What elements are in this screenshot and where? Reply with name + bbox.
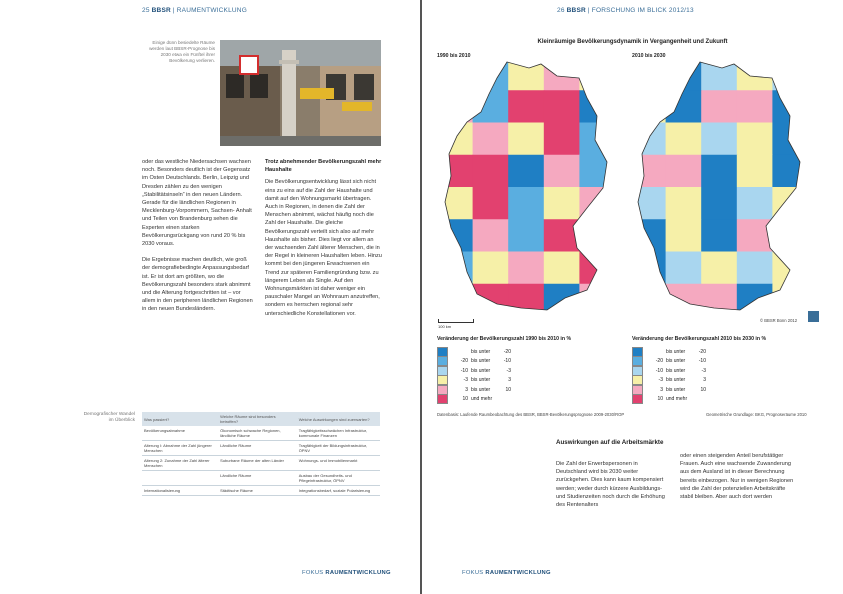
table-cell: Wohnungs- und Immobilienmarkt [297, 456, 380, 471]
table-header-row [142, 412, 380, 426]
bbsr-logo-icon [808, 311, 819, 322]
legend-low: -3 [463, 377, 468, 384]
page-number: 26 [557, 7, 565, 14]
legend-row [632, 385, 706, 395]
table-cell [142, 471, 218, 486]
table-row [142, 441, 380, 456]
paragraph: Die Ergebnisse machen deutlich, wie groß der demografiebedingte Anpassungsbedarf ist. Er ist dort am größten, wo die Bevölkerungszahl besonders stark abnimmt und die Alterung fortgeschritten ist – vor allem in den peripheren ländlichen Regionen in den neuen Bundesländern. [142, 257, 253, 313]
table-header-cell: Was passiert? [142, 412, 218, 426]
map-region [772, 123, 808, 156]
page-footer-left [302, 570, 391, 576]
map-region [579, 58, 615, 91]
table-cell: Städtische Räume [218, 486, 297, 496]
legend-swatch [632, 356, 643, 366]
map-region [630, 252, 666, 285]
map-region [508, 219, 544, 252]
map-region [701, 252, 737, 285]
legend-row [437, 395, 511, 405]
legend-1990-2010 [437, 347, 511, 404]
map-region [772, 284, 808, 316]
table-header-cell: Welche Auswirkungen sind zuerwarten? [297, 412, 380, 426]
map-region [666, 90, 702, 123]
legend-row [437, 366, 511, 376]
legend-swatch [632, 347, 643, 357]
right-text-column-1: Die Zahl der Erwerbspersonen in Deutschland wird bis 2030 weiter zurückgehen. Dies kann kaum kompensiert werden; weder durch kürzere Ausbildungs- und Studienzeiten noch durch die Erhöhung des Rentenalters [556, 461, 665, 509]
brand: BBSR [566, 7, 586, 14]
map-region [630, 187, 666, 220]
table-cell: Ländliche Räume [218, 471, 297, 486]
legend-high: 10 [700, 386, 706, 393]
subheading: Trotz abnehmender Bevölkerungszahl mehr Haushalte [265, 159, 382, 174]
map-region [473, 90, 509, 123]
map-region [508, 155, 544, 188]
legend-mid: bis unter [666, 367, 686, 374]
map-region [508, 284, 544, 316]
map-region [473, 284, 509, 316]
map-region [772, 219, 808, 252]
page-header-left: 25 BBSR | RAUMENTWICKLUNG [142, 7, 247, 14]
map-region [579, 187, 615, 220]
legend-low: 3 [465, 386, 468, 393]
map-region [630, 284, 666, 316]
map-region [437, 123, 473, 156]
map-region [508, 123, 544, 156]
legend1-title: Veränderung der Bevölkerungszahl 1990 bis 2010 in % [437, 336, 572, 342]
table-cell: Ökonomisch schwache Regionen, ländliche Räume [218, 426, 297, 441]
map-region [701, 187, 737, 220]
legend-high: -10 [698, 358, 706, 365]
legend-swatch [632, 385, 643, 395]
legend-swatch [437, 375, 448, 385]
map-region [473, 155, 509, 188]
footer-prefix: FOKUS [302, 570, 324, 576]
photo-caption: Einige dünn besiedelte Räume werden laut BBSR-Prognose bis 2030 etwa ein Fünftel ihrer Bevölkerung verlieren. [149, 40, 215, 63]
legend-high: -20 [503, 348, 511, 355]
table-cell: Suburbane Räume der alten Länder [218, 456, 297, 471]
legend-row [632, 366, 706, 376]
map-region [737, 155, 773, 188]
table-cell: Integrationsbedarf, soziale Polarisierung [297, 486, 380, 496]
map-region [737, 123, 773, 156]
paragraph: Die Bevölkerungsentwicklung lässt sich nicht eins zu eins auf die Zahl der Haushalte und damit auf den Wohnungsmarkt übertragen. Auch in Regionen, in denen die Zahl der Menschen abnimmt, wächst häufig noch die Zahl der Haushalte. Die gleiche Bevölkerungszahl verteilt sich also auf mehr Haushalte als bisher. Dies liegt vor allem an der wachsenden Zahl älterer Menschen, die in der Regel in kleineren Haushalten leben. Hinzu kommt bei den jüngeren Erwachsenen ein Trend zur späteren Familiengründung bzw. zu längerem Leben als Single. Auf den Wohnungsmärkten ist daher weniger ein pauschaler Mangel an Wohnraum anzutreffen, sondern es herrschen regional sehr unterschiedliche Konstellationen vor. [265, 179, 382, 317]
legend-swatch [632, 394, 643, 404]
table-cell: Tragfähigkeitsschwächen Infrastruktur, kommunale Finanzen [297, 426, 380, 441]
map-region [630, 90, 666, 123]
table-caption: Demografischer Wandel im Überblick [83, 412, 135, 423]
map-region [544, 90, 580, 123]
table-row [142, 471, 380, 486]
legend-mid: bis unter [666, 386, 686, 393]
map-region [772, 58, 808, 91]
legend-high: 3 [703, 377, 706, 384]
legend-row [437, 347, 511, 357]
legend-high: -3 [701, 367, 706, 374]
table-cell: Alterung I: Abnahme der Zahl jüngerer Menschen [142, 441, 218, 456]
map-region [544, 187, 580, 220]
legend-2010-2030 [632, 347, 706, 404]
map-region [579, 284, 615, 316]
page-number: 25 [142, 7, 150, 14]
legend-swatch [437, 366, 448, 376]
map-region [666, 58, 702, 91]
legend-high: -20 [698, 348, 706, 355]
map-title: Kleinräumige Bevölkerungsdynamik in Vergangenheit und Zukunft [537, 39, 728, 45]
map-region [630, 155, 666, 188]
map1-label: 1990 bis 2010 [437, 53, 471, 59]
paragraph: oder das westliche Niedersachsen wachsen noch. Besonders deutlich ist der Gegensatz im Osten Deutschlands. Berlin, Leipzig und Dresden zählen zu den wenigen „Stabilitätsinseln“ in den neuen Ländern. Gerade für die ländlichen Regionen in Mecklenburg-Vorpommern, Sachsen- Anhalt und Teilen von Brandenburg sehen die Experten einen starken Bevölkerungsrückgang von rund 20 % bis 2030 voraus. [142, 159, 252, 248]
left-text-column-1 [142, 158, 254, 322]
legend-row [437, 385, 511, 395]
map-region [473, 123, 509, 156]
table-row [142, 486, 380, 496]
map-region [544, 123, 580, 156]
legend-high: -3 [506, 367, 511, 374]
map-region [666, 252, 702, 285]
map-region [666, 187, 702, 220]
legend-high: 10 [505, 386, 511, 393]
map-scale-label: 100 km [438, 324, 452, 329]
legend-low: -3 [658, 377, 663, 384]
map-region [544, 58, 580, 91]
left-page [0, 0, 420, 594]
footer-prefix: FOKUS [462, 570, 484, 576]
map-region [772, 187, 808, 220]
germany-map-1990-2010 [437, 58, 615, 316]
street-sign-photo [220, 40, 381, 146]
germany-map-2010-2030 [630, 58, 808, 316]
geo-note: Geometrische Grundlage: BKG, Prognoseräume 2010 [706, 412, 807, 417]
legend-row [632, 357, 706, 367]
map2-label: 2010 bis 2030 [632, 53, 666, 59]
legend-mid: bis unter [471, 358, 491, 365]
legend-mid: bis unter [471, 386, 491, 393]
legend-row [632, 347, 706, 357]
legend-swatch [437, 347, 448, 357]
map-region [737, 187, 773, 220]
table-cell: Ländliche Räume [218, 441, 297, 456]
legend-row [437, 357, 511, 367]
legend-mid: bis unter [471, 348, 491, 355]
map-region [508, 187, 544, 220]
map-region [473, 58, 509, 91]
legend-mid: bis unter [666, 358, 686, 365]
page-footer-right [462, 570, 551, 576]
legend-low: -20 [655, 358, 663, 365]
legend-mid: bis unter [471, 367, 491, 374]
map-region [630, 58, 666, 91]
article-heading: Auswirkungen auf die Arbeitsmärkte [556, 439, 664, 446]
map-region [544, 155, 580, 188]
legend-mid: bis unter [666, 348, 686, 355]
map-region [508, 252, 544, 285]
source-note: Datenbasis: Laufende Raumbeobachtung des BBSR, BBSR-Bevölkerungsprognose 2009-2030/ROP [437, 412, 625, 417]
map-region [473, 187, 509, 220]
map-region [437, 284, 473, 316]
legend-low: 10 [657, 396, 663, 403]
map-region [666, 219, 702, 252]
map-region [579, 123, 615, 156]
map-region [701, 219, 737, 252]
legend2-title: Veränderung der Bevölkerungszahl 2010 bis 2030 in % [632, 336, 767, 342]
legend-swatch [437, 356, 448, 366]
table-cell: Ausbau der Gesundheits- und Pflegeinfrastruktur, ÖPNV [297, 471, 380, 486]
map-region [701, 123, 737, 156]
legend-swatch [632, 366, 643, 376]
section-title: RAUMENTWICKLUNG [176, 7, 247, 14]
legend-low: 10 [462, 396, 468, 403]
map-region [701, 155, 737, 188]
map-region [579, 155, 615, 188]
table-header-cell: Welche Räume sind besonders betroffen? [218, 412, 297, 426]
legend-swatch [632, 375, 643, 385]
page-header-right: 26 BBSR | FORSCHUNG IM BLICK 2012/13 [557, 7, 694, 14]
map-region [666, 284, 702, 316]
map-region [544, 252, 580, 285]
map-region [437, 90, 473, 123]
map-region [437, 58, 473, 91]
legend-low: -10 [460, 367, 468, 374]
legend-row [632, 376, 706, 386]
legend-mid: bis unter [666, 377, 686, 384]
map-region [473, 252, 509, 285]
legend-row [632, 395, 706, 405]
map-region [666, 123, 702, 156]
map-region [737, 90, 773, 123]
right-text-column-2: oder einen steigenden Anteil berufstätiger Frauen. Auch eine wachsende Zuwanderung aus dem Ausland ist in dieser Berechnung bereits einbezogen. Nur in wenigen Regionen wird die Zahl der potenziellen Arbeitskräfte stabil bleiben. Aber auch dort werden [680, 453, 794, 501]
table-cell: Alterung 2: Zunahme der Zahl älterer Menschen [142, 456, 218, 471]
map-region [737, 252, 773, 285]
legend-row [437, 376, 511, 386]
map-region [666, 155, 702, 188]
legend-high: -10 [503, 358, 511, 365]
table-cell: Internationalisierung [142, 486, 218, 496]
map-scale [438, 319, 474, 329]
table-row [142, 426, 380, 441]
map-region [772, 155, 808, 188]
map-region [630, 123, 666, 156]
overview-table [142, 412, 380, 496]
footer-word: RAUMENTWICKLUNG [485, 570, 551, 576]
footer-word: RAUMENTWICKLUNG [325, 570, 391, 576]
map-region [737, 58, 773, 91]
legend-mid: bis unter [471, 377, 491, 384]
map-region [437, 155, 473, 188]
map-region [437, 187, 473, 220]
brand: BBSR [151, 7, 171, 14]
map-region [508, 58, 544, 91]
copyright-note: © BBSR Bonn 2012 [760, 318, 798, 323]
legend-mid: und mehr [471, 396, 493, 403]
map-region [701, 58, 737, 91]
legend-low: -10 [655, 367, 663, 374]
legend-swatch [437, 394, 448, 404]
table-cell: Bevölkerungsabnahme [142, 426, 218, 441]
section-title: FORSCHUNG IM BLICK 2012/13 [591, 7, 694, 14]
map-region [701, 284, 737, 316]
legend-low: -20 [460, 358, 468, 365]
map-region [437, 252, 473, 285]
left-text-column-2 [265, 158, 383, 326]
legend-mid: und mehr [666, 396, 688, 403]
legend-low: 3 [660, 386, 663, 393]
map-region [508, 90, 544, 123]
legend-swatch [437, 385, 448, 395]
map-region [701, 90, 737, 123]
table-row [142, 456, 380, 471]
map-region [473, 219, 509, 252]
map-region [579, 219, 615, 252]
table-cell: Tragfähigkeit der Bildungsinfrastruktur, ÖPNV [297, 441, 380, 456]
legend-high: 3 [508, 377, 511, 384]
